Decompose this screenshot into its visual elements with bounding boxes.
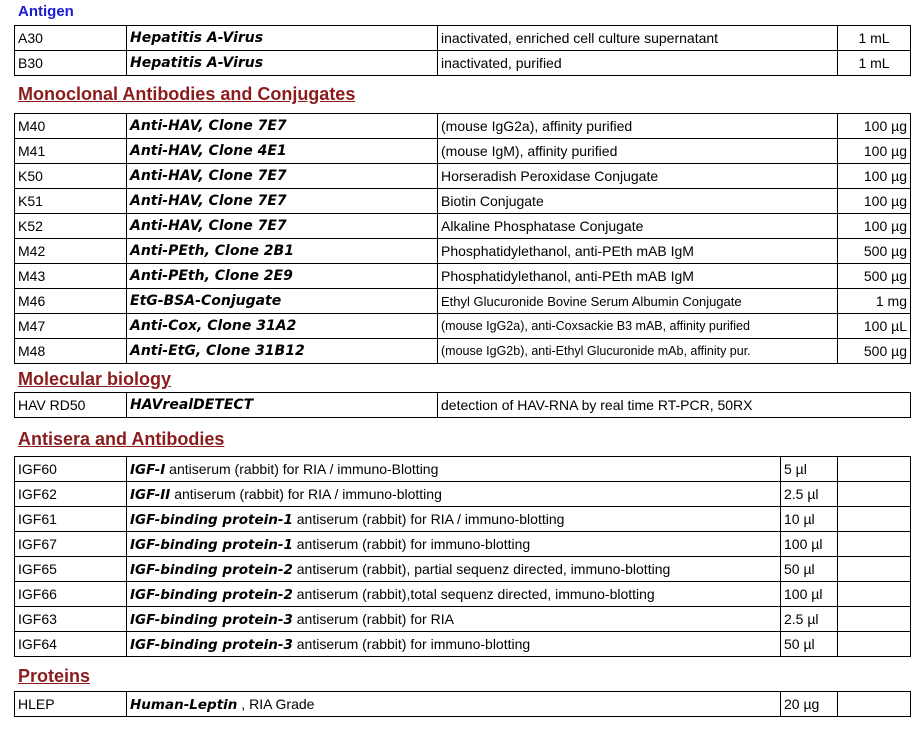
empty-cell: [838, 632, 911, 657]
product-amount: 100 µg: [838, 214, 911, 239]
table-row: [15, 264, 911, 289]
product-code: IGF66: [15, 582, 127, 607]
table-row: [15, 289, 911, 314]
product-name: HAVrealDETECT: [127, 393, 438, 418]
product-name: Anti-Cox, Clone 31A2: [127, 314, 438, 339]
product-amount: 1 mg: [838, 289, 911, 314]
product-code: B30: [15, 51, 127, 76]
product-code: M41: [15, 139, 127, 164]
empty-cell: [838, 507, 911, 532]
product-code: IGF63: [15, 607, 127, 632]
product-description: Phosphatidylethanol, anti-PEth mAB IgM: [438, 264, 838, 289]
product-quantity: 2.5 µl: [781, 607, 838, 632]
product-name: Anti-EtG, Clone 31B12: [127, 339, 438, 364]
empty-cell: [838, 692, 911, 717]
product-name-bold: IGF-II: [130, 486, 171, 503]
product-name: Anti-HAV, Clone 7E7: [127, 214, 438, 239]
empty-cell: [838, 557, 911, 582]
product-description: (mouse IgG2a), affinity purified: [438, 114, 838, 139]
table-row: [15, 393, 911, 418]
product-amount: 1 mL: [838, 26, 911, 51]
product-code: K51: [15, 189, 127, 214]
product-code: HLEP: [15, 692, 127, 717]
empty-cell: [838, 457, 911, 482]
product-code: HAV RD50: [15, 393, 127, 418]
product-description: Phosphatidylethanol, anti-PEth mAB IgM: [438, 239, 838, 264]
product-name-bold: IGF-binding protein-3: [130, 636, 293, 653]
product-amount: 100 µL: [838, 314, 911, 339]
table-row: [15, 532, 911, 557]
product-quantity: 50 µl: [781, 632, 838, 657]
product-name: Anti-HAV, Clone 7E7: [127, 189, 438, 214]
antisera-table: [14, 456, 911, 657]
product-code: IGF65: [15, 557, 127, 582]
product-name-rest: antiserum (rabbit) for immuno-blotting: [292, 535, 531, 552]
product-name-bold: IGF-binding protein-1: [130, 536, 293, 553]
product-quantity: 5 µl: [781, 457, 838, 482]
table-row: [15, 607, 911, 632]
product-name: [127, 582, 781, 607]
table-row: [15, 164, 911, 189]
table-row: [15, 239, 911, 264]
empty-cell: [838, 607, 911, 632]
product-quantity: 20 µg: [781, 692, 838, 717]
product-quantity: 2.5 µl: [781, 482, 838, 507]
table-row: [15, 557, 911, 582]
product-name-rest: antiserum (rabbit), partial sequenz directed, immuno-blotting: [292, 560, 671, 577]
product-amount: 100 µg: [838, 164, 911, 189]
product-name: [127, 507, 781, 532]
product-name: [127, 632, 781, 657]
section-title-antigen: Antigen: [18, 3, 74, 20]
product-name-rest: antiserum (rabbit) for RIA / immuno-blotting: [170, 485, 442, 502]
product-name: Anti-PEth, Clone 2B1: [127, 239, 438, 264]
product-name: [127, 482, 781, 507]
product-description: Alkaline Phosphatase Conjugate: [438, 214, 838, 239]
product-name-rest: , RIA Grade: [237, 695, 315, 712]
product-quantity: 100 µl: [781, 582, 838, 607]
product-name-rest: antiserum (rabbit),total sequenz directed, immuno-blotting: [292, 585, 655, 602]
product-code: K52: [15, 214, 127, 239]
product-name: [127, 457, 781, 482]
product-name: [127, 692, 781, 717]
table-row: [15, 51, 911, 76]
monoclonal-table: [14, 113, 911, 364]
product-name-rest: antiserum (rabbit) for immuno-blotting: [292, 635, 531, 652]
product-name-bold: IGF-binding protein-1: [130, 511, 293, 528]
product-name: Hepatitis A-Virus: [127, 26, 438, 51]
product-name-bold: Human-Leptin: [130, 696, 238, 713]
product-description: Biotin Conjugate: [438, 189, 838, 214]
product-code: IGF61: [15, 507, 127, 532]
product-name: [127, 607, 781, 632]
product-amount: 100 µg: [838, 189, 911, 214]
product-name-rest: antiserum (rabbit) for RIA / immuno-blotting: [292, 510, 565, 527]
section-title-molecular-biology: Molecular biology: [18, 369, 172, 389]
product-name-bold: IGF-I: [130, 461, 166, 478]
antigen-table: [14, 25, 911, 76]
product-name: [127, 532, 781, 557]
product-amount: 100 µg: [838, 114, 911, 139]
product-code: IGF64: [15, 632, 127, 657]
product-name: Anti-HAV, Clone 7E7: [127, 114, 438, 139]
product-code: M46: [15, 289, 127, 314]
molecular-table: [14, 392, 911, 418]
table-row: [15, 189, 911, 214]
product-description: inactivated, purified: [438, 51, 838, 76]
section-title-antisera: Antisera and Antibodies: [18, 429, 225, 449]
table-row: [15, 314, 911, 339]
product-code: IGF60: [15, 457, 127, 482]
product-description: (mouse IgM), affinity purified: [438, 139, 838, 164]
product-code: M48: [15, 339, 127, 364]
product-description: detection of HAV-RNA by real time RT-PCR, 50RX: [438, 393, 911, 418]
product-name-bold: IGF-binding protein-2: [130, 586, 293, 603]
product-name: [127, 557, 781, 582]
product-name: Hepatitis A-Virus: [127, 51, 438, 76]
proteins-table: [14, 691, 911, 717]
empty-cell: [838, 532, 911, 557]
table-row: [15, 582, 911, 607]
table-row: [15, 139, 911, 164]
product-code: IGF62: [15, 482, 127, 507]
product-name: Anti-HAV, Clone 4E1: [127, 139, 438, 164]
product-name: Anti-PEth, Clone 2E9: [127, 264, 438, 289]
product-name-rest: antiserum (rabbit) for RIA: [292, 610, 454, 627]
table-row: [15, 26, 911, 51]
product-code: IGF67: [15, 532, 127, 557]
product-code: M43: [15, 264, 127, 289]
table-row: [15, 482, 911, 507]
table-row: [15, 692, 911, 717]
product-description: inactivated, enriched cell culture supernatant: [438, 26, 838, 51]
product-code: M47: [15, 314, 127, 339]
empty-cell: [838, 582, 911, 607]
product-name-rest: antiserum (rabbit) for RIA / immuno-Blotting: [165, 460, 439, 477]
empty-cell: [838, 482, 911, 507]
product-amount: 100 µg: [838, 139, 911, 164]
section-title-monoclonal: Monoclonal Antibodies and Conjugates: [18, 84, 356, 104]
product-amount: 500 µg: [838, 264, 911, 289]
product-description: (mouse IgG2b), anti-Ethyl Glucuronide mAb, affinity pur.: [438, 339, 838, 364]
product-name-bold: IGF-binding protein-3: [130, 611, 293, 628]
product-code: K50: [15, 164, 127, 189]
product-name: EtG-BSA-Conjugate: [127, 289, 438, 314]
product-code: M40: [15, 114, 127, 139]
product-description: Ethyl Glucuronide Bovine Serum Albumin Conjugate: [438, 289, 838, 314]
table-row: [15, 632, 911, 657]
table-row: [15, 339, 911, 364]
table-row: [15, 214, 911, 239]
product-quantity: 50 µl: [781, 557, 838, 582]
product-name: Anti-HAV, Clone 7E7: [127, 164, 438, 189]
product-amount: 500 µg: [838, 239, 911, 264]
product-description: (mouse IgG2a), anti-Coxsackie B3 mAB, affinity purified: [438, 314, 838, 339]
product-amount: 1 mL: [838, 51, 911, 76]
section-title-proteins: Proteins: [18, 666, 91, 686]
table-row: [15, 457, 911, 482]
table-row: [15, 114, 911, 139]
product-quantity: 100 µl: [781, 532, 838, 557]
product-quantity: 10 µl: [781, 507, 838, 532]
product-description: Horseradish Peroxidase Conjugate: [438, 164, 838, 189]
product-code: M42: [15, 239, 127, 264]
product-code: A30: [15, 26, 127, 51]
table-row: [15, 507, 911, 532]
product-amount: 500 µg: [838, 339, 911, 364]
product-name-bold: IGF-binding protein-2: [130, 561, 293, 578]
